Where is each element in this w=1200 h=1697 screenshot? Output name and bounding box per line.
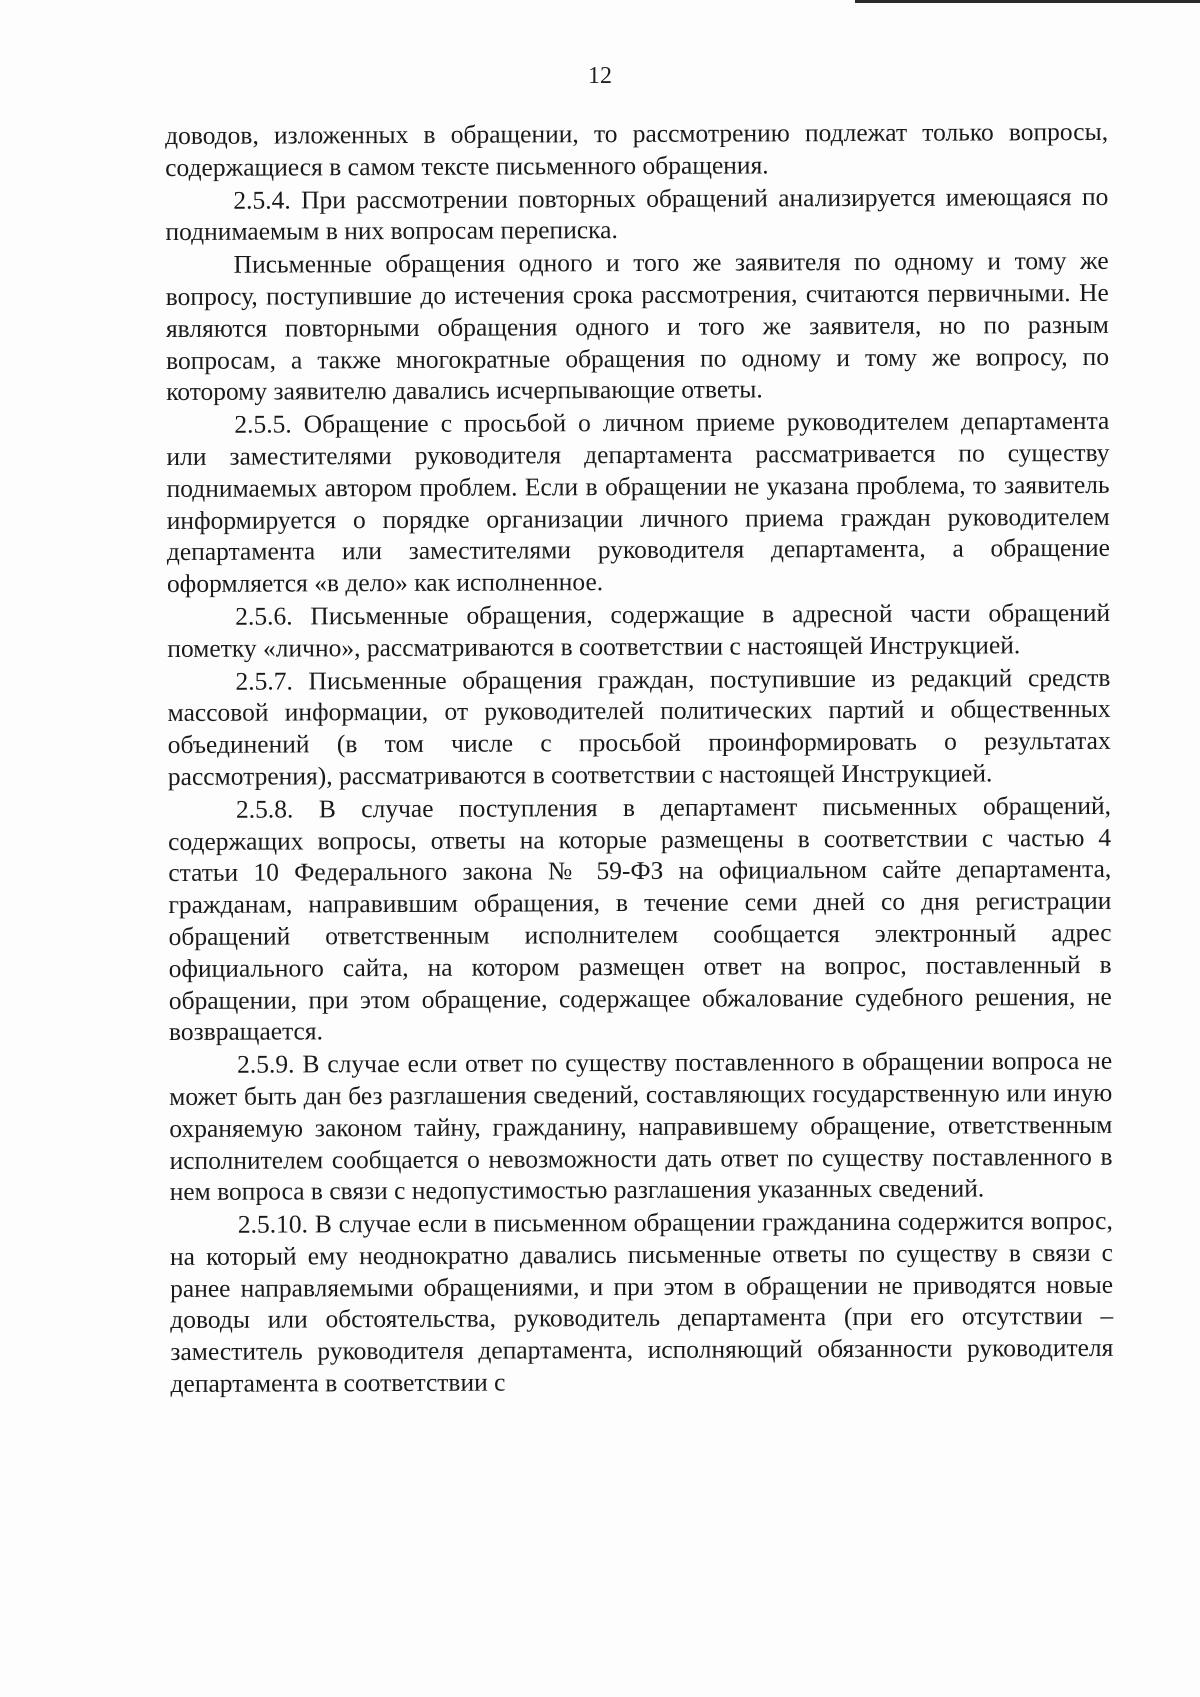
- page-number: 12: [588, 63, 612, 89]
- document-body: [165, 116, 1114, 1401]
- paragraph-2-5-6: 2.5.6. Письменные обращения, содержащие в адресной части обращений пометку «лично», рассматриваются в соответствии с настоящей Инструкцией.: [167, 597, 1111, 663]
- paragraph-2-5-10: 2.5.10. В случае если в письменном обращении гражданина содержится вопрос, на который ему неоднократно давались письменные ответы по существу в связи с ранее направляемыми обращениями, и при этом в обращении не приводятся новые доводы или обстоятельства, руководитель департамента (при его отсутствии – заместитель руководителя департамента, исполняющий обязанности руководителя департамента в соответствии с: [169, 1205, 1114, 1399]
- paragraph-2-5-4: 2.5.4. При рассмотрении повторных обращений анализируется имеющаяся по поднимаемым в них вопросам переписка.: [165, 181, 1109, 247]
- paragraph-repeat-appeals: Письменные обращения одного и того же заявителя по одному и тому же вопросу, поступившие до истечения срока рассмотрения, считаются первичными. Не являются повторными обращения одного и того же заявителя, но по разным вопросам, а также многократные обращения по одному и тому же вопросу, по которому заявителю давались исчерпывающие ответы.: [165, 246, 1110, 407]
- top-border-line: [855, 0, 1200, 3]
- paragraph-2-5-5: 2.5.5. Обращение с просьбой о личном приеме руководителем департамента или заместителями руководителя департамента рассматривается по существу поднимаемых автором проблем. Если в обращении не указана проблема, то заявитель информируется о порядке организации личного приема граждан руководителем департамента или заместителями руководителя департамента, а обращение оформляется «в дело» как исполненное.: [166, 406, 1110, 599]
- paragraph-2-5-9: 2.5.9. В случае если ответ по существу поставленного в обращении вопроса не может быть дан без разглашения сведений, составляющих государственную или иную охраняемую законом тайну, гражданину, направившему обращение, ответственным исполнителем сообщается о невозможности дать ответ по существу поставленного в нем вопроса в связи с недопустимостью разглашения указанных сведений.: [169, 1045, 1113, 1207]
- paragraph-continuation: доводов, изложенных в обращении, то рассмотрению подлежат только вопросы, содержащиеся в самом тексте письменного обращения.: [165, 116, 1109, 182]
- paragraph-2-5-7: 2.5.7. Письменные обращения граждан, поступившие из редакций средств массовой информации, от руководителей политических партий и общественных объединений (в том числе с просьбой проинформировать о результатах рассмотрения), рассматриваются в соответствии с настоящей Инструкцией.: [167, 662, 1111, 791]
- paragraph-2-5-8: 2.5.8. В случае поступления в департамент письменных обращений, содержащих вопросы, ответы на которые размещены в соответствии с частью 4 статьи 10 Федерального закона № 59-ФЗ на официальном сайте департамента, гражданам, направившим обращения, в течение семи дней со дня регистрации обращений ответственным исполнителем сообщается электронный адрес официального сайта, на котором размещен ответ на вопрос, поставленный в обращении, при этом обращение, содержащее обжалование судебного решения, не возвращается.: [168, 790, 1112, 1047]
